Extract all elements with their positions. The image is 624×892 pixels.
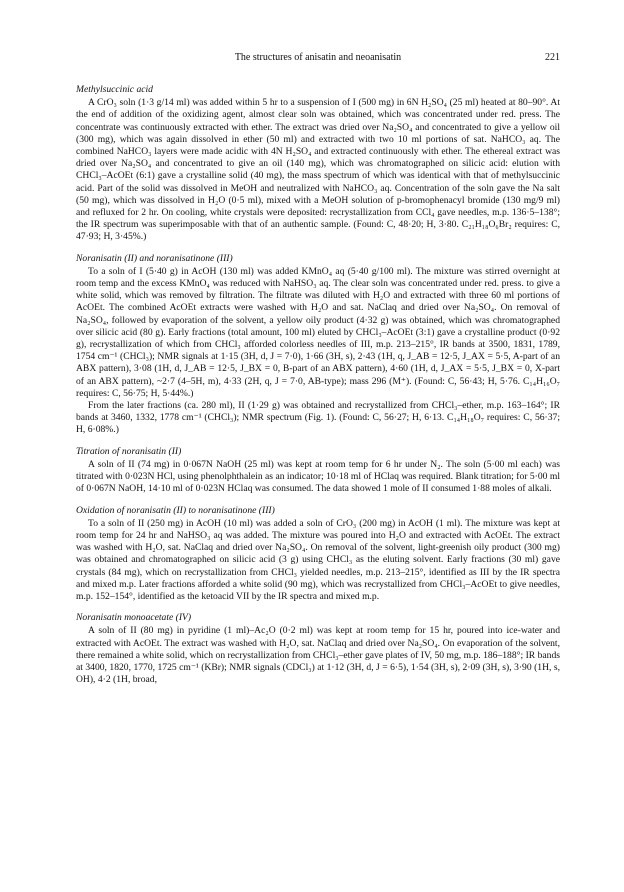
section-heading: Titration of noranisatin (II)	[76, 445, 182, 457]
running-title: The structures of anisatin and neoanisatin	[234, 52, 402, 63]
section-noranisatin	[76, 253, 560, 437]
section-oxidation	[76, 505, 560, 604]
section-heading: Noranisatin (II) and noranisatinone (III)	[76, 252, 233, 264]
paragraph: To a soln of I (5·40 g) in AcOH (130 ml) was added KMnO₄ aq (5·40 g/100 ml). The mixture was stirred overnight at room temp and the excess KMnO₄ was reduced with NaHSO₃ aq. The clear soln was concentrated under red. press. to give a white solid, which was removed by filtration. The filtrate was diluted with H₂O and extracted with three 60 ml portions of AcOEt. The combined AcOEt extracts were washed with H₂O and sat. NaClaq and dried over Na₂SO₄. On removal of Na₂SO₄, followed by evaporation of the solvent, a yellow oily product (4·32 g) was obtained, which was chromatographed over silicic acid (80 g). Early fractions (total amount, 100 ml) eluted by CHCl₃–AcOEt (3:1) gave a crystalline product (0·92 g), recrystallization of which from CHCl₃ afforded colorless needles of III, m.p. 213–215°, IR bands at 3500, 1831, 1789, 1754 cm⁻¹ (CHCl₃); NMR signals at 1·15 (3H, d, J = 7·0), 1·66 (3H, s), 2·43 (1H, q, J_AB = 12·5, J_AX = 5·5, A-part of an ABX pattern), 3·08 (1H, d, J_AB = 12·5, J_BX = 0, B-part of an ABX pattern), 4·60 (1H, d, J_AX = 5·5, J_BX = 0, X-part of an ABX pattern), ~2·7 (4–5H, m), 4·33 (2H, q, J = 7·0, AB-type); mass 296 (M⁺). (Found: C, 56·43; H, 5·76. C₁₄H₁₆O₇ requires: C, 56·75; H, 5·44%.)	[76, 265, 560, 399]
paragraph: A soln of II (80 mg) in pyridine (1 ml)–Ac₂O (0·2 ml) was kept at room temp for 15 hr, poured into ice-water and extracted with AcOEt. The extract was washed with H₂O, sat. NaClaq and dried over Na₂SO₄. On evaporation of the solvent, there remained a white solid, which on recrystallization from CHCl₃–ether gave plates of IV, 50 mg, m.p. 186–188°; IR bands at 3400, 1820, 1770, 1725 cm⁻¹ (KBr); NMR signals (CDCl₃) at 1·12 (3H, d, J = 6·5), 1·54 (3H, s), 2·09 (3H, s), 3·90 (1H, s, OH), 4·2 (1H, broad,	[76, 625, 560, 686]
section-heading: Noranisatin monoacetate (IV)	[76, 612, 192, 624]
section-methylsuccinic-acid	[76, 84, 560, 244]
paragraph: To a soln of II (250 mg) in AcOH (10 ml) was added a soln of CrO₃ (200 mg) in AcOH (1 ml). The mixture was kept at room temp for 24 hr and NaHSO₃ aq was added. The mixture was poured into H₂O and extracted with AcOEt. The extract was washed with H₂O, sat. NaClaq and dried over Na₂SO₄. On removal of the solvent, light-greenish oily product (300 mg) was obtained and chromatographed on silicic acid (3 g) using CHCl₃ as the eluting solvent. Early fractions (30 ml) gave crystals (84 mg), which on recrystallization from CHCl₃ yielded needles, m.p. 213–215°, identified as III by the IR spectra and mixed m.p. Later fractions afforded a white solid (90 mg), which was recrystallized from CHCl₃–AcOEt to give needles, m.p. 152–154°, identified as the ketoacid VII by the IR spectra and mixed m.p.	[76, 517, 560, 602]
page-number: 221	[545, 52, 560, 63]
section-heading: Oxidation of noranisatin (II) to noranisatinone (III)	[76, 504, 275, 516]
section-heading: Methylsuccinic acid	[76, 84, 153, 95]
running-header	[76, 52, 560, 66]
paragraph: A soln of II (74 mg) in 0·067N NaOH (25 ml) was kept at room temp for 6 hr under N₂. The soln (5·00 ml each) was titrated with 0·023N HCl, using phenolphthalein as an indicator; 10·18 ml of HClaq was required. Blank titration; for 5·00 ml of 0·067N NaOH, 14·10 ml of 0·023N HClaq was consumed. The data showed 1 mole of II consumed 1·88 moles of alkali.	[76, 458, 560, 495]
paragraph: A CrO₃ soln (1·3 g/14 ml) was added within 5 hr to a suspension of I (500 mg) in 6N H₂SO₄ (25 ml) heated at 80–90°. At the end of addition of the oxidizing agent, almost clear soln was obtained, which was concentrated under red. press. The concentrate was continuously extracted with ether. The extract was dried over Na₂SO₄ and concentrated to give a yellow oil (300 mg), which was again dissolved in ether (50 ml) and extracted with two 10 ml portions of sat. NaHCO₃ aq. The combined NaHCO₃ layers were made acidic with 4N H₂SO₄ and extracted continuously with ether. The ethereal extract was dried over Na₂SO₄ and concentrated to give an oil (140 mg), which was chromatographed on silicic acid: elution with CHCl₃–AcOEt (6:1) gave a crystalline solid (40 mg), the mass spectrum of which was identical with that of methylsuccinic acid. Part of the solid was dissolved in MeOH and neutralized with NaHCO₃ aq. Concentration of the soln gave the Na salt (50 mg), which was dissolved in H₂O (0·5 ml), mixed with a MeOH solution of p-bromophenacyl bromide (130 mg/9 ml) and refluxed for 2 hr. On cooling, white crystals were deposited: recrystallization from CCl₄ gave needles, m.p. 136·5–138°; the IR spectrum was superimposable with that of an authentic sample. (Found: C, 48·20; H, 3·80. C₂₁H₁₈O₆Br₂ requires: C, 47·93; H, 3·45%.)	[76, 97, 560, 243]
section-titration	[76, 446, 560, 496]
paragraph: From the later fractions (ca. 280 ml), II (1·29 g) was obtained and recrystallized from CHCl₃–ether, m.p. 163–164°; IR bands at 3460, 1332, 1778 cm⁻¹ (CHCl₃); NMR spectrum (Fig. 1). (Found: C, 56·27; H, 6·13. C₁₄H₁₈O₇ requires: C, 56·37; H, 6·08%.)	[76, 400, 560, 436]
page	[76, 52, 560, 695]
section-monoacetate	[76, 612, 560, 686]
